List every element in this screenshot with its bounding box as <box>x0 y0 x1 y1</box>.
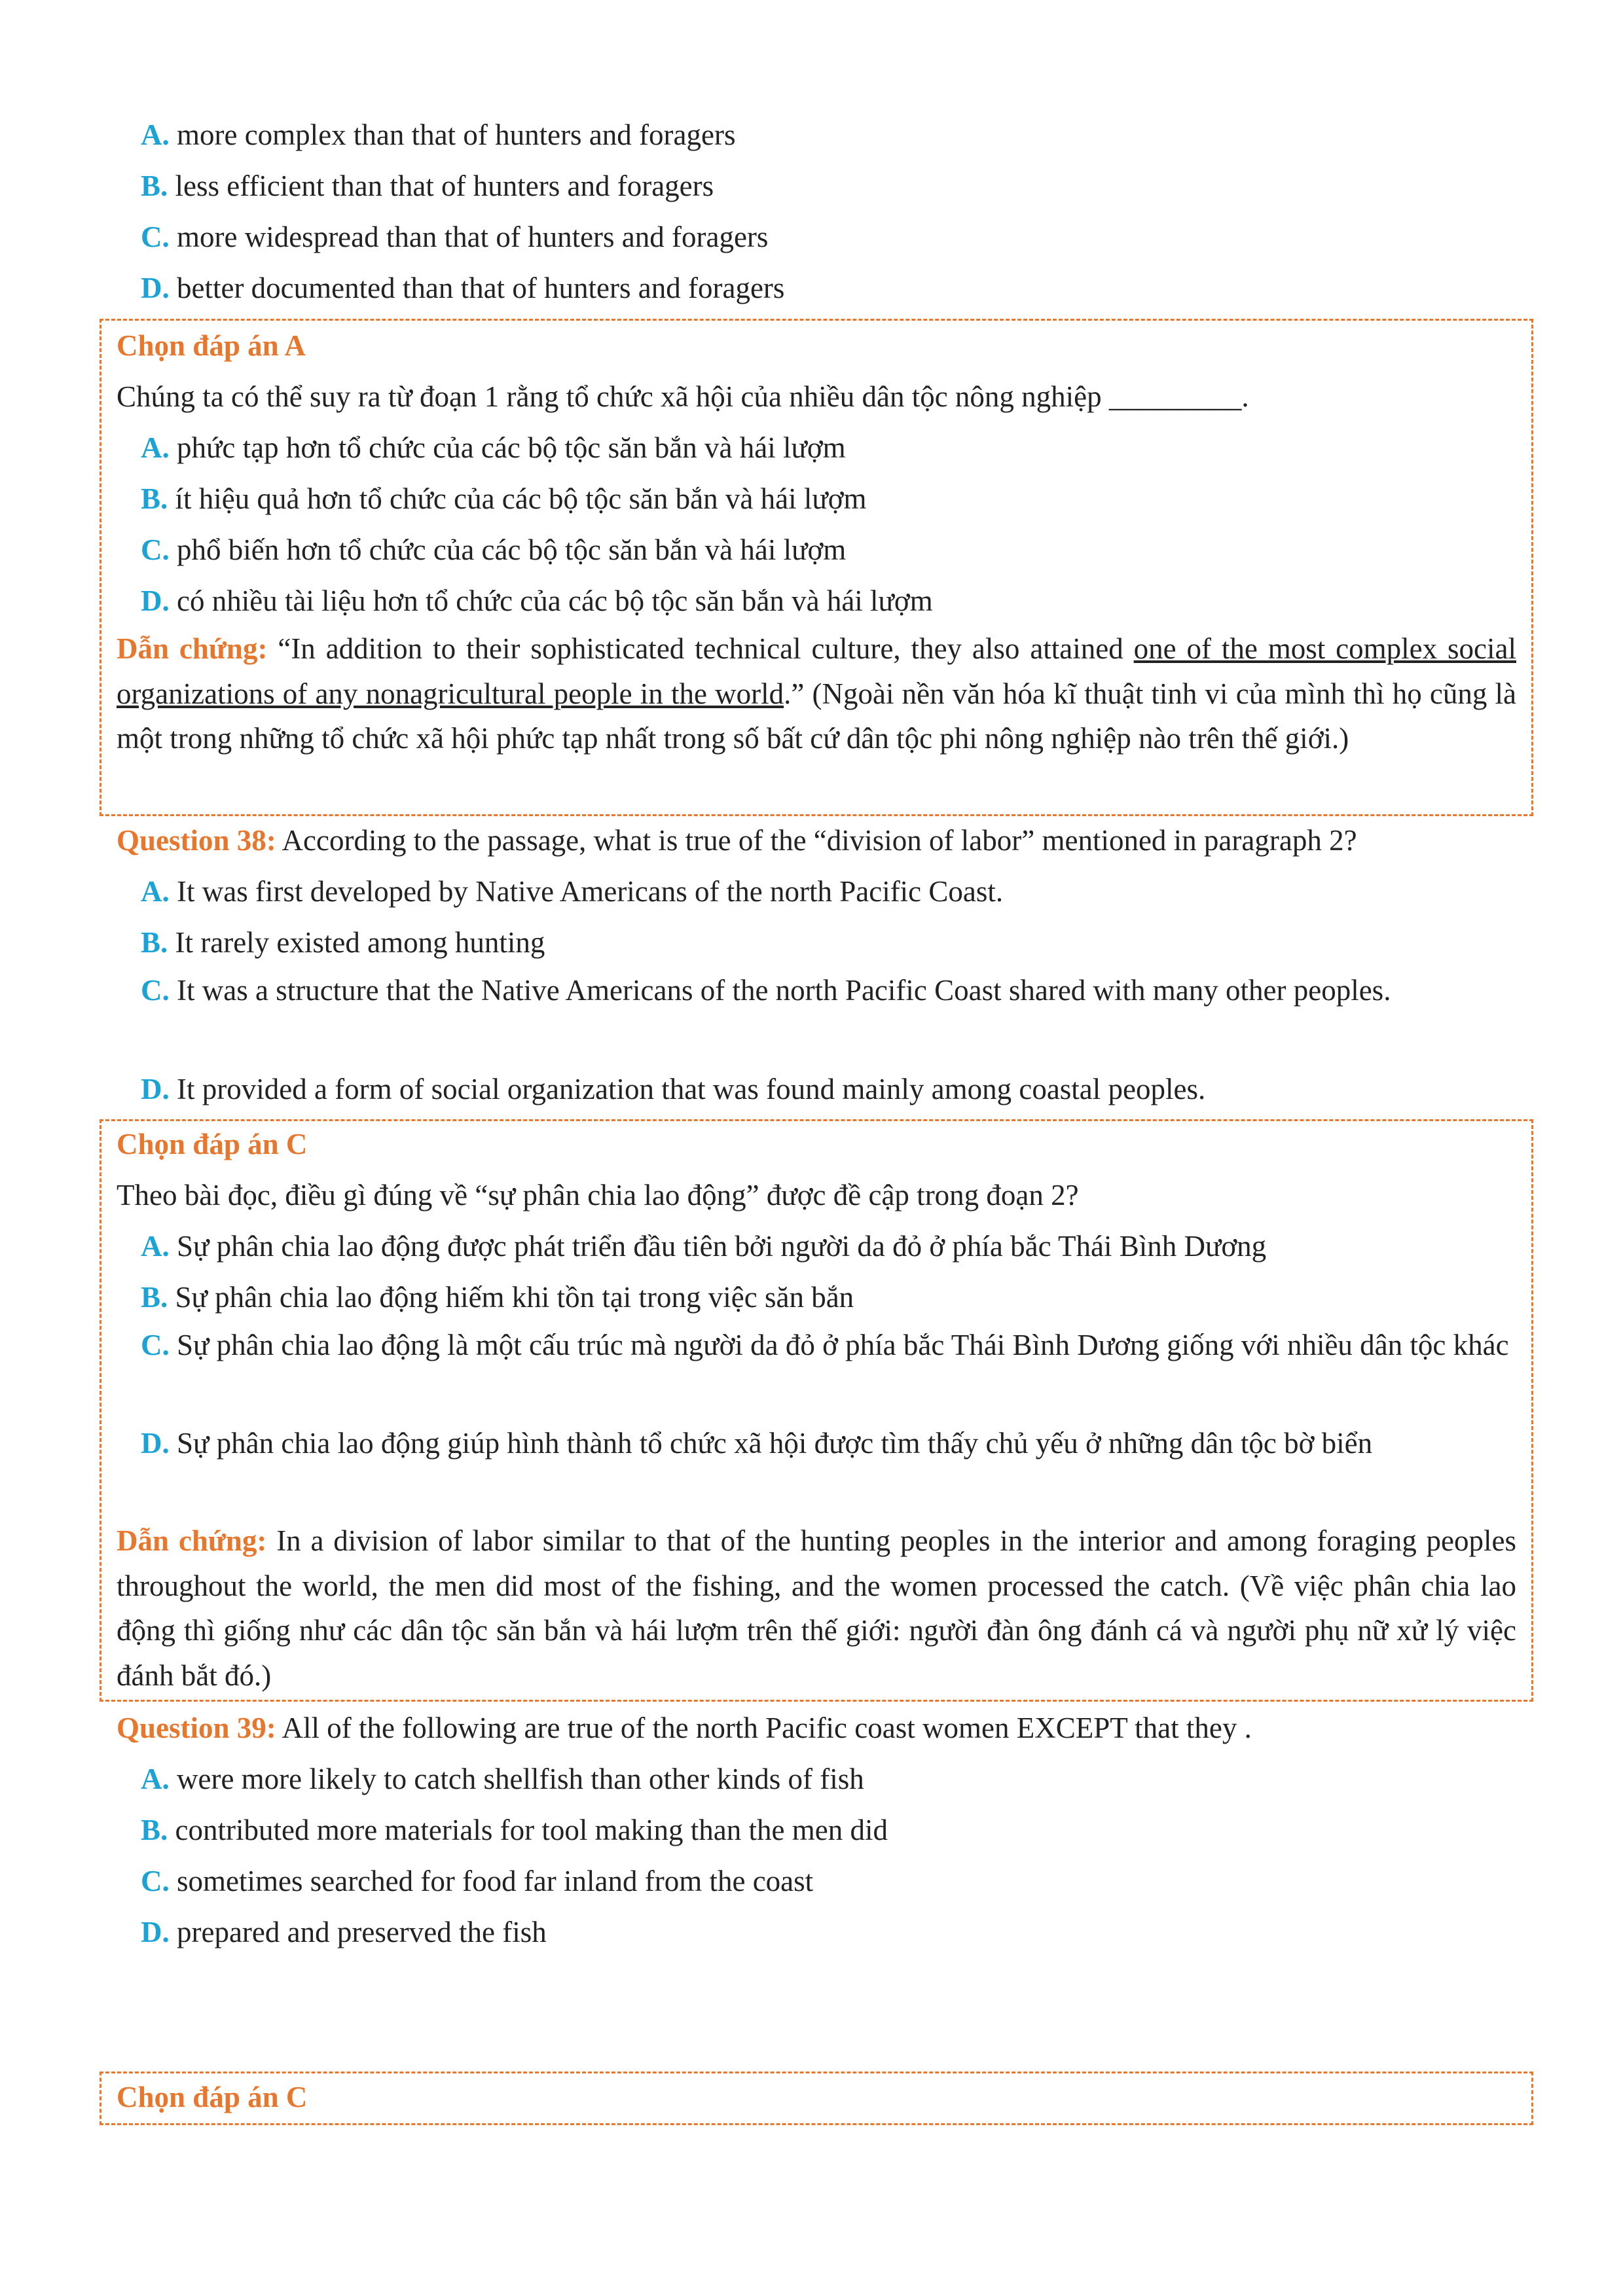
q37-option-d: D. better documented than that of hunters and foragers <box>141 272 785 304</box>
q37-option-b: B. less efficient than that of hunters and foragers <box>141 170 714 202</box>
q38-vn-option-a: A. Sự phân chia lao động được phát triển đầu tiên bởi người da đỏ ở phía bắc Thái Bình Dương <box>141 1230 1267 1263</box>
q38-option-a: A. It was first developed by Native Americans of the north Pacific Coast. <box>141 875 1004 908</box>
q38-chosen-answer: Chọn đáp án C <box>117 1128 308 1160</box>
q38-evidence: Dẫn chứng: In a division of labor similar to that of the hunting peoples in the interior and among foraging peoples throughout the world, the men did most of the fishing, and the women processed the catch. (Về việc phân chia lao động thì giống như các dân tộc săn bắn và hái lượm trên thế giới: người đàn ông đánh cá và người phụ nữ xử lý việc đánh bắt đó.) <box>117 1524 1516 1692</box>
q39-answer-box <box>100 2072 1533 2125</box>
q38-option-c: C. It was a structure that the Native Americans of the north Pacific Coast shared with many other peoples. <box>141 974 1391 1007</box>
q38-option-d: D. It provided a form of social organization that was found mainly among coastal peoples. <box>141 1073 1206 1105</box>
q37-vn-option-b: B. ít hiệu quả hơn tổ chức của các bộ tộc săn bắn và hái lượm <box>141 482 867 515</box>
q39-option-c: C. sometimes searched for food far inland from the coast <box>141 1865 814 1897</box>
q38-option-b: B. It rarely existed among hunting <box>141 926 545 959</box>
q37-chosen-answer: Chọn đáp án A <box>117 329 306 362</box>
q38-translation: Theo bài đọc, điều gì đúng về “sự phân chia lao động” được đề cập trong đoạn 2? <box>117 1179 1079 1211</box>
q37-vn-option-a: A. phức tạp hơn tổ chức của các bộ tộc săn bắn và hái lượm <box>141 431 846 464</box>
q39-question: Question 39: All of the following are true of the north Pacific coast women EXCEPT that they . <box>117 1712 1252 1744</box>
q39-chosen-answer: Chọn đáp án C <box>117 2081 308 2113</box>
q39-option-b: B. contributed more materials for tool making than the men did <box>141 1814 888 1846</box>
q37-vn-option-d: D. có nhiều tài liệu hơn tổ chức của các bộ tộc săn bắn và hái lượm <box>141 584 933 617</box>
q38-vn-option-b: B. Sự phân chia lao động hiếm khi tồn tại trong việc săn bắn <box>141 1281 854 1314</box>
q38-question: Question 38: According to the passage, what is true of the “division of labor” mentioned in paragraph 2? <box>117 824 1357 857</box>
q37-translation: Chúng ta có thể suy ra từ đoạn 1 rằng tổ chức xã hội của nhiều dân tộc nông nghiệp _________. <box>117 380 1249 413</box>
q37-option-c: C. more widespread than that of hunters and foragers <box>141 221 769 253</box>
q37-option-a: A. more complex than that of hunters and foragers <box>141 118 736 151</box>
q37-vn-option-c: C. phổ biến hơn tổ chức của các bộ tộc săn bắn và hái lượm <box>141 533 847 566</box>
q39-option-a: A. were more likely to catch shellfish than other kinds of fish <box>141 1763 864 1795</box>
q38-vn-option-c: C. Sự phân chia lao động là một cấu trúc mà người da đỏ ở phía bắc Thái Bình Dương giống với nhiều dân tộc khác <box>141 1329 1509 1361</box>
q39-option-d: D. prepared and preserved the fish <box>141 1916 547 1948</box>
q38-vn-option-d: D. Sự phân chia lao động giúp hình thành tổ chức xã hội được tìm thấy chủ yếu ở những dân tộc bờ biển <box>141 1427 1373 1460</box>
q37-evidence: Dẫn chứng: “In addition to their sophisticated technical culture, they also attained one of the most complex social organizations of any nonagricultural people in the world.” (Ngoài nền văn hóa kĩ thuật tinh vi của mình thì họ cũng là một trong những tổ chức xã hội phức tạp nhất trong số bất cứ dân tộc phi nông nghiệp nào trên thế giới.) <box>117 632 1516 755</box>
